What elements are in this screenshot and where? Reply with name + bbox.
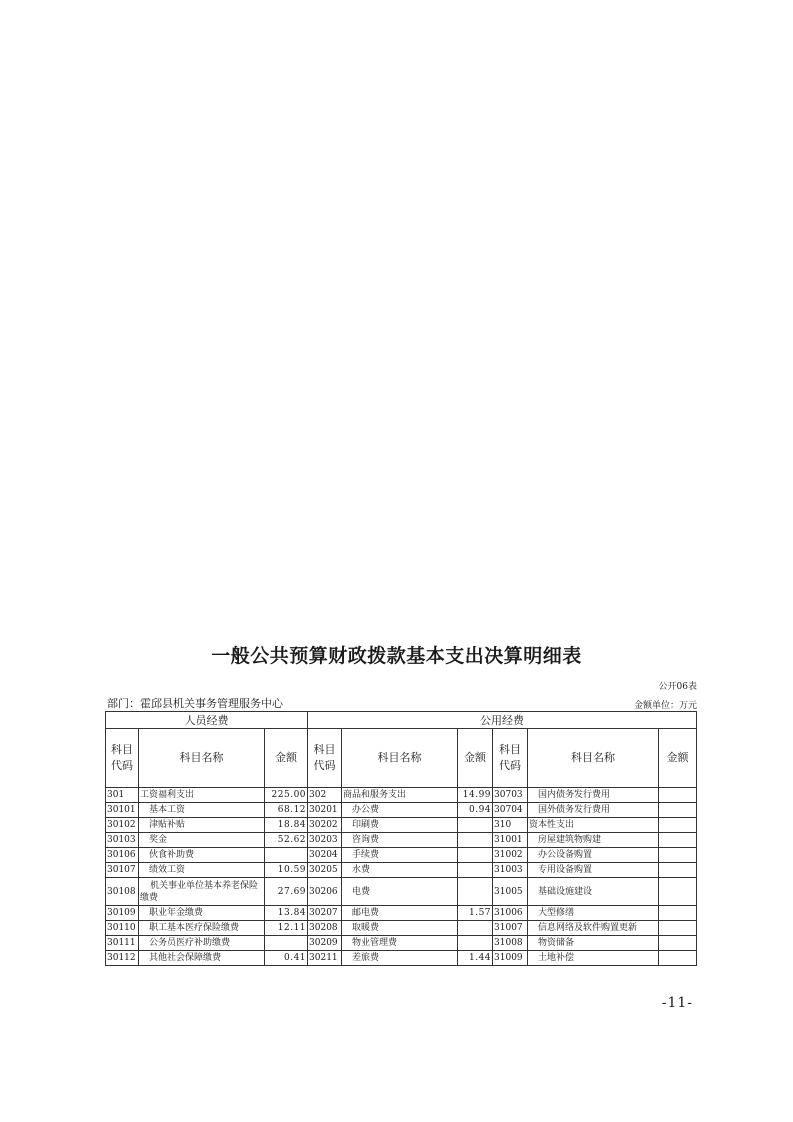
name-cell: 机关事业单位基本养老保险缴费: [139, 878, 265, 906]
code-cell: 30201: [308, 803, 342, 818]
amount-cell: 10.59: [265, 863, 308, 878]
name-cell: 伙食补助费: [139, 848, 265, 863]
name-cell: 物业管理费: [342, 936, 458, 951]
code-cell: 30207: [308, 906, 342, 921]
amount-cell: [659, 818, 697, 833]
amount-cell: 14.99: [458, 788, 493, 803]
name-cell: 国内债务发行费用: [528, 788, 659, 803]
name-cell: 咨询费: [342, 833, 458, 848]
name-cell: 公务员医疗补助缴费: [139, 936, 265, 951]
amount-cell: [265, 848, 308, 863]
amount-cell: 12.11: [265, 921, 308, 936]
code-cell: 30204: [308, 848, 342, 863]
code-cell: 31008: [493, 936, 528, 951]
code-cell: 30202: [308, 818, 342, 833]
code-cell: 30704: [493, 803, 528, 818]
amount-cell: 52.62: [265, 833, 308, 848]
amount-cell: 18.84: [265, 818, 308, 833]
header-code: 科目代码: [106, 729, 139, 788]
code-cell: 30208: [308, 921, 342, 936]
name-cell: 职业年金缴费: [139, 906, 265, 921]
table-row: [106, 788, 697, 803]
table-row: [106, 951, 697, 966]
name-cell: 差旅费: [342, 951, 458, 966]
header-name: 科目名称: [342, 729, 458, 788]
code-cell: 30111: [106, 936, 139, 951]
amount-cell: [659, 848, 697, 863]
name-cell: 办公设备购置: [528, 848, 659, 863]
name-cell: 资本性支出: [528, 818, 659, 833]
header-amount: 金额: [458, 729, 493, 788]
header-name: 科目名称: [528, 729, 659, 788]
name-cell: 职工基本医疗保险缴费: [139, 921, 265, 936]
table-row: [106, 863, 697, 878]
column-header-row: [106, 729, 697, 788]
name-cell: 土地补偿: [528, 951, 659, 966]
name-cell: 物资储备: [528, 936, 659, 951]
name-cell: 津贴补贴: [139, 818, 265, 833]
name-cell: 办公费: [342, 803, 458, 818]
name-cell: 专用设备购置: [528, 863, 659, 878]
name-cell: 大型修缮: [528, 906, 659, 921]
name-cell: 工资福利支出: [139, 788, 265, 803]
table-row: [106, 833, 697, 848]
name-cell: 邮电费: [342, 906, 458, 921]
amount-cell: 0.41: [265, 951, 308, 966]
name-cell: 国外债务发行费用: [528, 803, 659, 818]
amount-cell: 1.44: [458, 951, 493, 966]
code-cell: 30103: [106, 833, 139, 848]
amount-cell: [659, 878, 697, 906]
unit-label: 金额单位：万元: [633, 701, 697, 711]
header-code: 科目代码: [308, 729, 342, 788]
code-cell: 301: [106, 788, 139, 803]
code-cell: 30703: [493, 788, 528, 803]
name-cell: 信息网络及软件购置更新: [528, 921, 659, 936]
header-amount: 金额: [659, 729, 697, 788]
amount-cell: [458, 833, 493, 848]
group-public: 公用经费: [308, 712, 697, 729]
table-row: [106, 906, 697, 921]
code-cell: 30102: [106, 818, 139, 833]
name-cell: 商品和服务支出: [342, 788, 458, 803]
name-cell: 其他社会保障缴费: [139, 951, 265, 966]
code-cell: 30205: [308, 863, 342, 878]
code-cell: 30110: [106, 921, 139, 936]
code-cell: 31001: [493, 833, 528, 848]
name-cell: 奖金: [139, 833, 265, 848]
header-code: 科目代码: [493, 729, 528, 788]
code-cell: 30101: [106, 803, 139, 818]
amount-cell: [458, 936, 493, 951]
budget-table: [105, 711, 697, 966]
name-cell: 绩效工资: [139, 863, 265, 878]
amount-cell: [659, 936, 697, 951]
amount-cell: [659, 906, 697, 921]
code-cell: 31006: [493, 906, 528, 921]
amount-cell: 13.84: [265, 906, 308, 921]
code-cell: 30203: [308, 833, 342, 848]
amount-cell: [659, 921, 697, 936]
amount-cell: [458, 878, 493, 906]
header-name: 科目名称: [139, 729, 265, 788]
table-row: [106, 936, 697, 951]
table-row: [106, 878, 697, 906]
header-amount: 金额: [265, 729, 308, 788]
table-row: [106, 818, 697, 833]
amount-cell: 225.00: [265, 788, 308, 803]
code-cell: 30112: [106, 951, 139, 966]
code-cell: 31005: [493, 878, 528, 906]
code-cell: 302: [308, 788, 342, 803]
code-cell: 30108: [106, 878, 139, 906]
name-cell: 水费: [342, 863, 458, 878]
amount-cell: [659, 863, 697, 878]
amount-cell: [659, 951, 697, 966]
name-cell: 基础设施建设: [528, 878, 659, 906]
amount-cell: 1.57: [458, 906, 493, 921]
form-number: 公开06表: [658, 682, 697, 692]
code-cell: 30106: [106, 848, 139, 863]
amount-cell: [659, 788, 697, 803]
name-cell: 取暖费: [342, 921, 458, 936]
group-header-row: [106, 712, 697, 729]
name-cell: 手续费: [342, 848, 458, 863]
amount-cell: 0.94: [458, 803, 493, 818]
name-cell: 基本工资: [139, 803, 265, 818]
code-cell: 30211: [308, 951, 342, 966]
code-cell: 30109: [106, 906, 139, 921]
amount-cell: [458, 921, 493, 936]
amount-cell: [458, 863, 493, 878]
code-cell: 31009: [493, 951, 528, 966]
amount-cell: 68.12: [265, 803, 308, 818]
code-cell: 31003: [493, 863, 528, 878]
amount-cell: [458, 848, 493, 863]
code-cell: 30206: [308, 878, 342, 906]
name-cell: 房屋建筑物购建: [528, 833, 659, 848]
code-cell: 310: [493, 818, 528, 833]
amount-cell: [458, 818, 493, 833]
amount-cell: [659, 833, 697, 848]
table-row: [106, 803, 697, 818]
page-number: -11-: [661, 995, 693, 1011]
table-row: [106, 848, 697, 863]
code-cell: 30107: [106, 863, 139, 878]
amount-cell: [659, 803, 697, 818]
name-cell: 印刷费: [342, 818, 458, 833]
amount-cell: [265, 936, 308, 951]
name-cell: 电费: [342, 878, 458, 906]
page-title: 一般公共预算财政拨款基本支出决算明细表: [211, 645, 582, 667]
code-cell: 30209: [308, 936, 342, 951]
department-label: 部门：霍邱县机关事务管理服务中心: [107, 697, 283, 710]
code-cell: 31007: [493, 921, 528, 936]
group-personnel: 人员经费: [106, 712, 308, 729]
amount-cell: 27.69: [265, 878, 308, 906]
code-cell: 31002: [493, 848, 528, 863]
table-row: [106, 921, 697, 936]
